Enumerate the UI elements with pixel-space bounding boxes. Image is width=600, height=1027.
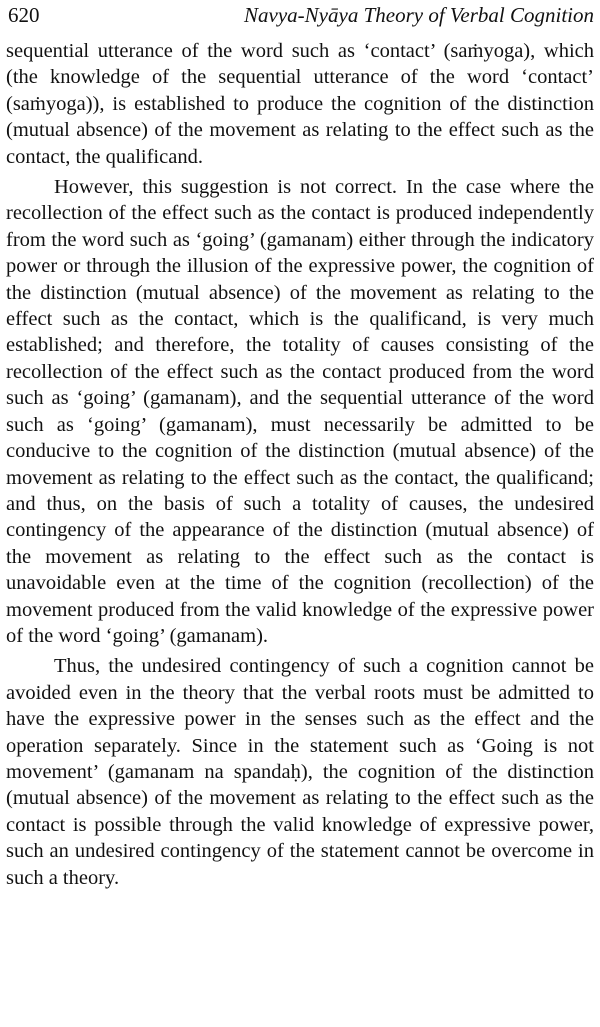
book-page bbox=[6, 0, 594, 1027]
page-number: 620 bbox=[8, 3, 40, 27]
paragraph-conclusion: Thus, the undesired contingency of such a cognition cannot be avoided even in the theory that the verbal roots must be admitted to have the expressive power in the senses such as the effect and the operation separately. Since in the statement such as ‘Going is not movement’ (gamanam na spandaḥ), the cognition of the distinction (mutual absence) of the movement as relating to the effect such as the contact is possible through the valid knowledge of expressive power, such an undesired contingency of the statement cannot be overcome in such a theory. bbox=[6, 655, 594, 889]
running-title: Navya-Nyāya Theory of Verbal Cognition bbox=[244, 3, 594, 27]
paragraph-objection: However, this suggestion is not correct. In the case where the recollection of the effect such as the contact is produced independently from the word such as ‘going’ (gamanam) either through the indicatory power or through the illusion of the expressive power, the cognition of the distinction (mutual absence) of the movement as relating to the effect such as the contact, which is the qualificand, is very much established; and therefore, the totality of causes consisting of the recollection of the effect such as the contact produced from the word such as ‘going’ (gamanam), and the sequential utterance of the word such as ‘going’ (gamanam), must necessarily be admitted to be conducive to the cognition of the distinction (mutual absence) of the movement as relating to the effect such as the contact, the qualificand; and thus, on the basis of such a totality of causes, the undesired contingency of the appearance of the distinction (mutual absence) of the movement as relating to the effect such as the contact is unavoidable even at the time of the cognition (recollection) of the movement produced from the valid knowledge of the expressive power of the word ‘going’ (gamanam). bbox=[6, 176, 594, 647]
paragraph-continuation: sequential utterance of the word such as ‘contact’ (saṁyoga), which (the knowledge of the sequential utterance of the word ‘contact’ (saṁyoga)), is established to produce the cognition of the distinction (mutual absence) of the movement as relating to the effect such as the contact, the qualificand. bbox=[6, 40, 594, 168]
running-head bbox=[6, 1, 594, 31]
body-text bbox=[6, 38, 594, 891]
